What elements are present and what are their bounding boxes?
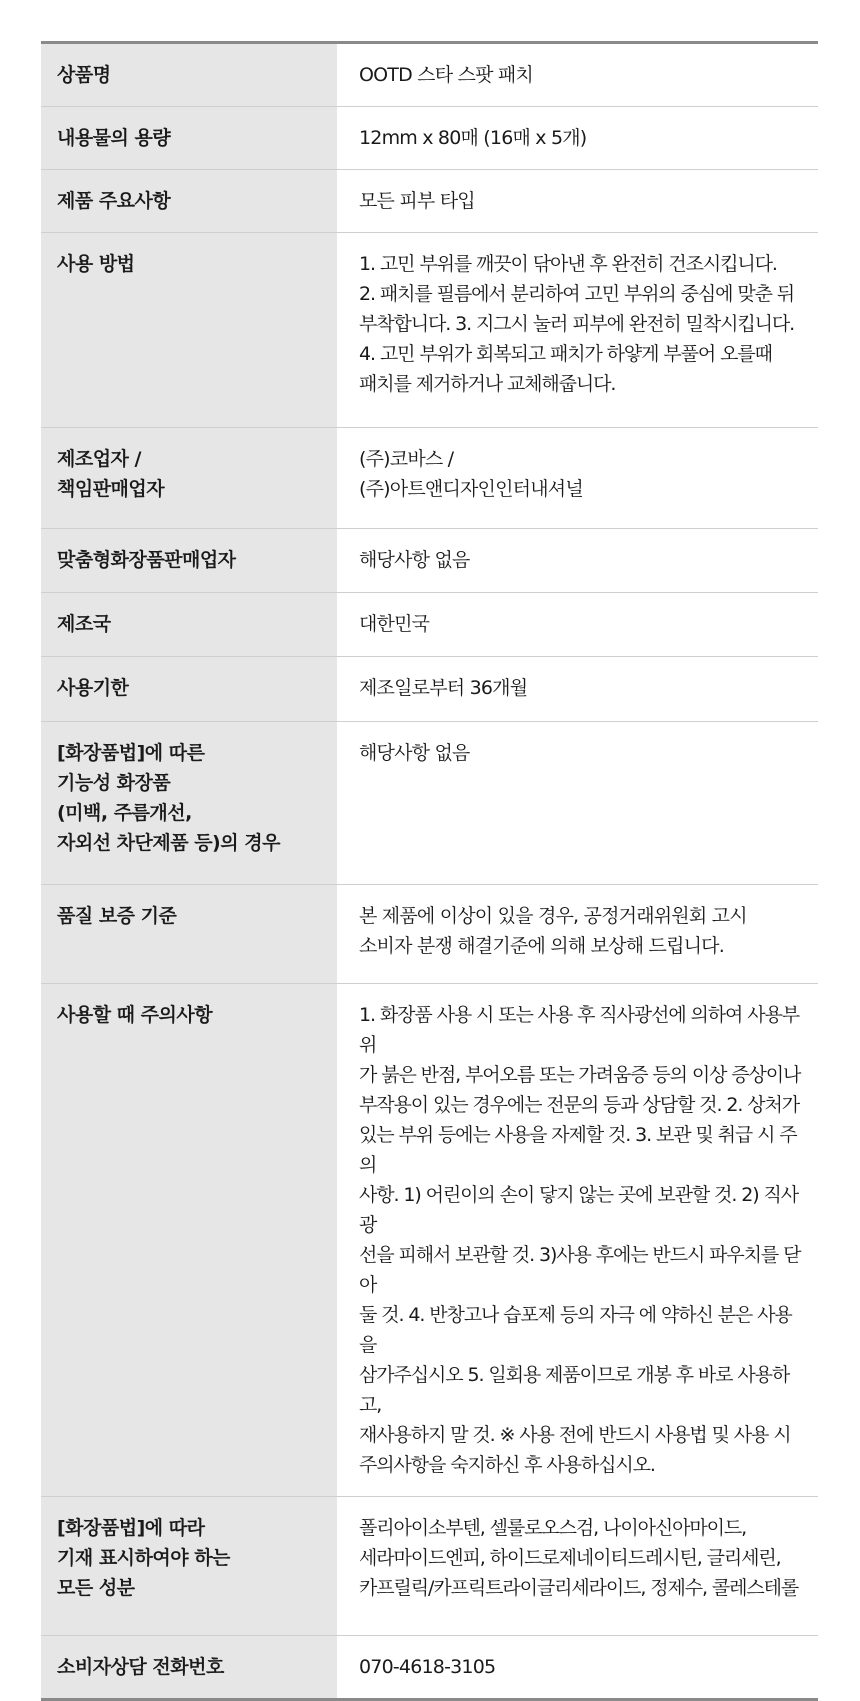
table-row bbox=[41, 1636, 818, 1700]
row-label: 사용 방법 bbox=[41, 233, 337, 428]
table-row bbox=[41, 233, 818, 428]
row-label: 사용기한 bbox=[41, 657, 337, 722]
table-row bbox=[41, 885, 818, 984]
row-label: [화장품법]에 따라 기재 표시하여야 하는 모든 성분 bbox=[41, 1497, 337, 1636]
row-label: 내용물의 용량 bbox=[41, 107, 337, 170]
row-label: [화장품법]에 따른 기능성 화장품 (미백, 주름개선, 자외선 차단제품 등)의 경우 bbox=[41, 722, 337, 885]
table-row bbox=[41, 43, 818, 107]
row-label: 소비자상담 전화번호 bbox=[41, 1636, 337, 1700]
row-value: 폴리아이소부텐, 셀룰로오스검, 나이아신아마이드, 세라마이드엔피, 하이드로제네이티드레시틴, 글리세린, 카프릴릭/카프릭트라이글리세라이드, 정제수, 콜레스테롤 bbox=[337, 1497, 818, 1636]
table-row bbox=[41, 428, 818, 529]
row-value: 1. 고민 부위를 깨끗이 닦아낸 후 완전히 건조시킵니다. 2. 패치를 필름에서 분리하여 고민 부위의 중심에 맞춘 뒤 부착합니다. 3. 지그시 눌러 피부에 완전히 밀착시킵니다. 4. 고민 부위가 회복되고 패치가 하얗게 부풀어 오를때 패치를 제거하거나 교체해줍니다. bbox=[337, 233, 818, 428]
row-label: 제조업자 / 책임판매업자 bbox=[41, 428, 337, 529]
row-label: 제품 주요사항 bbox=[41, 170, 337, 233]
row-value: 본 제품에 이상이 있을 경우, 공정거래위원회 고시 소비자 분쟁 해결기준에 의해 보상해 드립니다. bbox=[337, 885, 818, 984]
row-value: 해당사항 없음 bbox=[337, 529, 818, 593]
row-value: 제조일로부터 36개월 bbox=[337, 657, 818, 722]
row-label: 제조국 bbox=[41, 593, 337, 657]
row-value: 12mm x 80매 (16매 x 5개) bbox=[337, 107, 818, 170]
table-row bbox=[41, 170, 818, 233]
table-row bbox=[41, 722, 818, 885]
row-value: 1. 화장품 사용 시 또는 사용 후 직사광선에 의하여 사용부위 가 붉은 반점, 부어오름 또는 가려움증 등의 이상 증상이나 부작용이 있는 경우에는 전문의 등과 상담할 것. 2. 상처가 있는 부위 등에는 사용을 자제할 것. 3. 보관 및 취급 시 주의 사항. 1) 어린이의 손이 닿지 않는 곳에 보관할 것. 2) 직사광 선을 피해서 보관할 것. 3)사용 후에는 반드시 파우치를 닫아 둘 것. 4. 반창고나 습포제 등의 자극 에 약하신 분은 사용을 삼가주십시오 5. 일회용 제품이므로 개봉 후 바로 사용하고, 재사용하지 말 것. ※ 사용 전에 반드시 사용법 및 사용 시 주의사항을 숙지하신 후 사용하십시오. bbox=[337, 984, 818, 1497]
row-value: 대한민국 bbox=[337, 593, 818, 657]
table-row bbox=[41, 593, 818, 657]
product-info-table bbox=[41, 41, 818, 1701]
row-value: (주)코바스 / (주)아트앤디자인인터내셔널 bbox=[337, 428, 818, 529]
row-value: 해당사항 없음 bbox=[337, 722, 818, 885]
table-row bbox=[41, 107, 818, 170]
row-label: 맞춤형화장품판매업자 bbox=[41, 529, 337, 593]
row-value: 070-4618-3105 bbox=[337, 1636, 818, 1700]
row-value: OOTD 스타 스팟 패치 bbox=[337, 43, 818, 107]
table-row bbox=[41, 529, 818, 593]
table-row bbox=[41, 984, 818, 1497]
row-label: 품질 보증 기준 bbox=[41, 885, 337, 984]
table-row bbox=[41, 657, 818, 722]
row-label: 사용할 때 주의사항 bbox=[41, 984, 337, 1497]
row-value: 모든 피부 타입 bbox=[337, 170, 818, 233]
table-row bbox=[41, 1497, 818, 1636]
row-label: 상품명 bbox=[41, 43, 337, 107]
